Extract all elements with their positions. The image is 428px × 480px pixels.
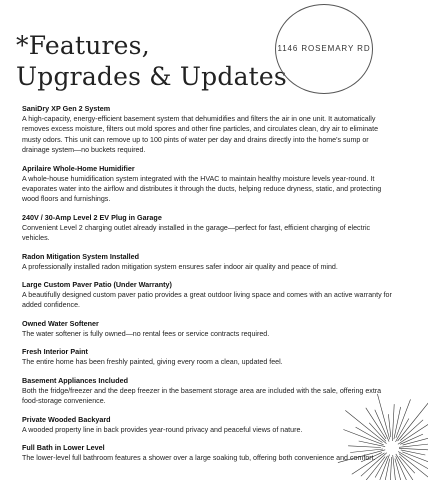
feature-item-basement-appliances [22, 376, 394, 407]
feature-description: Convenient Level 2 charging outlet already installed in the garage—perfect for fast, efficient charging of electric vehicles. [22, 223, 371, 243]
starburst-ray [399, 454, 428, 480]
starburst-ray [395, 459, 407, 480]
feature-heading: Aprilaire Whole-Home Humidifier [22, 163, 135, 173]
feature-item-full-bath [22, 443, 394, 463]
starburst-ray [396, 419, 409, 442]
address-text: 1146 ROSEMARY RD [277, 44, 371, 53]
page-title [16, 30, 287, 92]
starburst-ray [396, 399, 411, 437]
feature-heading: Private Wooded Backyard [22, 414, 111, 424]
feature-heading: Owned Water Softener [22, 318, 99, 328]
title-line-2: Upgrades & Updates [16, 62, 287, 91]
feature-item-ev-plug [22, 213, 394, 244]
feature-description: Both the fridge/freezer and the deep freezer in the basement storage area are included with the sale, offering extra food-storage convenience. [22, 386, 382, 406]
starburst-ray [398, 422, 428, 444]
feature-item-backyard [22, 415, 394, 435]
feature-heading: Fresh Interior Paint [22, 347, 88, 357]
feature-heading: 240V / 30-Amp Level 2 EV Plug in Garage [22, 212, 162, 222]
feature-heading: Basement Appliances Included [22, 375, 128, 385]
feature-item-humidifier [22, 164, 394, 205]
starburst-ray [400, 420, 423, 441]
starburst-ray [399, 456, 414, 473]
starburst-ray [399, 444, 428, 448]
feature-heading: Full Bath in Lower Level [22, 442, 105, 452]
starburst-ray [402, 452, 428, 467]
feature-description: The lower-level full bathroom features a shower over a large soaking tub, offering both convenience and comfort. [22, 453, 376, 462]
feature-item-radon [22, 252, 394, 272]
feature-description: The entire home has been freshly painted, giving every room a clean, updated feel. [22, 358, 283, 367]
starburst-ray [394, 407, 401, 439]
feature-description: A beautifully designed custom paver patio provides a great outdoor living space and comes with an active warranty for added confidence. [22, 291, 392, 310]
feature-description: A high-capacity, energy-efficient basement system that dehumidifies and filters the air in one unit. It automatically removes excess moisture, filters out mold spores and other fine particles, and circulates clean, dry air to eliminate musty odors. This unit can remove up to 100 pints of water per day and drains directly into the home's sump or drainage system—no buckets required. [22, 115, 379, 155]
starburst-ray [403, 433, 428, 445]
feature-item-paint [22, 347, 394, 367]
starburst-ray [399, 448, 428, 450]
feature-description: A wooded property line in back provides year-round privacy and peaceful views of nature. [22, 425, 303, 434]
feature-item-water-softener [22, 319, 394, 339]
feature-item-sanidry [22, 104, 394, 156]
starburst-ray [401, 450, 426, 455]
features-list [22, 104, 394, 471]
starburst-ray [396, 454, 418, 480]
feature-heading: Large Custom Paver Patio (Under Warranty) [22, 280, 172, 290]
starburst-ray [398, 401, 428, 441]
feature-item-patio [22, 280, 394, 311]
title-line-1: *Features, [16, 31, 150, 60]
feature-description: A professionally installed radon mitigation system ensures safer indoor air quality and peace of mind. [22, 262, 338, 271]
address-badge [275, 4, 373, 94]
starburst-ray [398, 452, 428, 469]
starburst-ray [400, 434, 423, 444]
feature-description: The water softener is fully owned—no rental fees or service contracts required. [22, 329, 270, 338]
starburst-ray [396, 456, 410, 480]
feature-heading: SaniDry XP Gen 2 System [22, 104, 111, 113]
feature-heading: Radon Mitigation System Installed [22, 251, 140, 261]
feature-description: A whole-house humidification system integrated with the HVAC to maintain healthy moisture levels year-round. It evaporates water into the airflow and distributes it through the ducts, helping reduce dryness, static, and protecting wood floors and furnishings. [22, 174, 382, 204]
